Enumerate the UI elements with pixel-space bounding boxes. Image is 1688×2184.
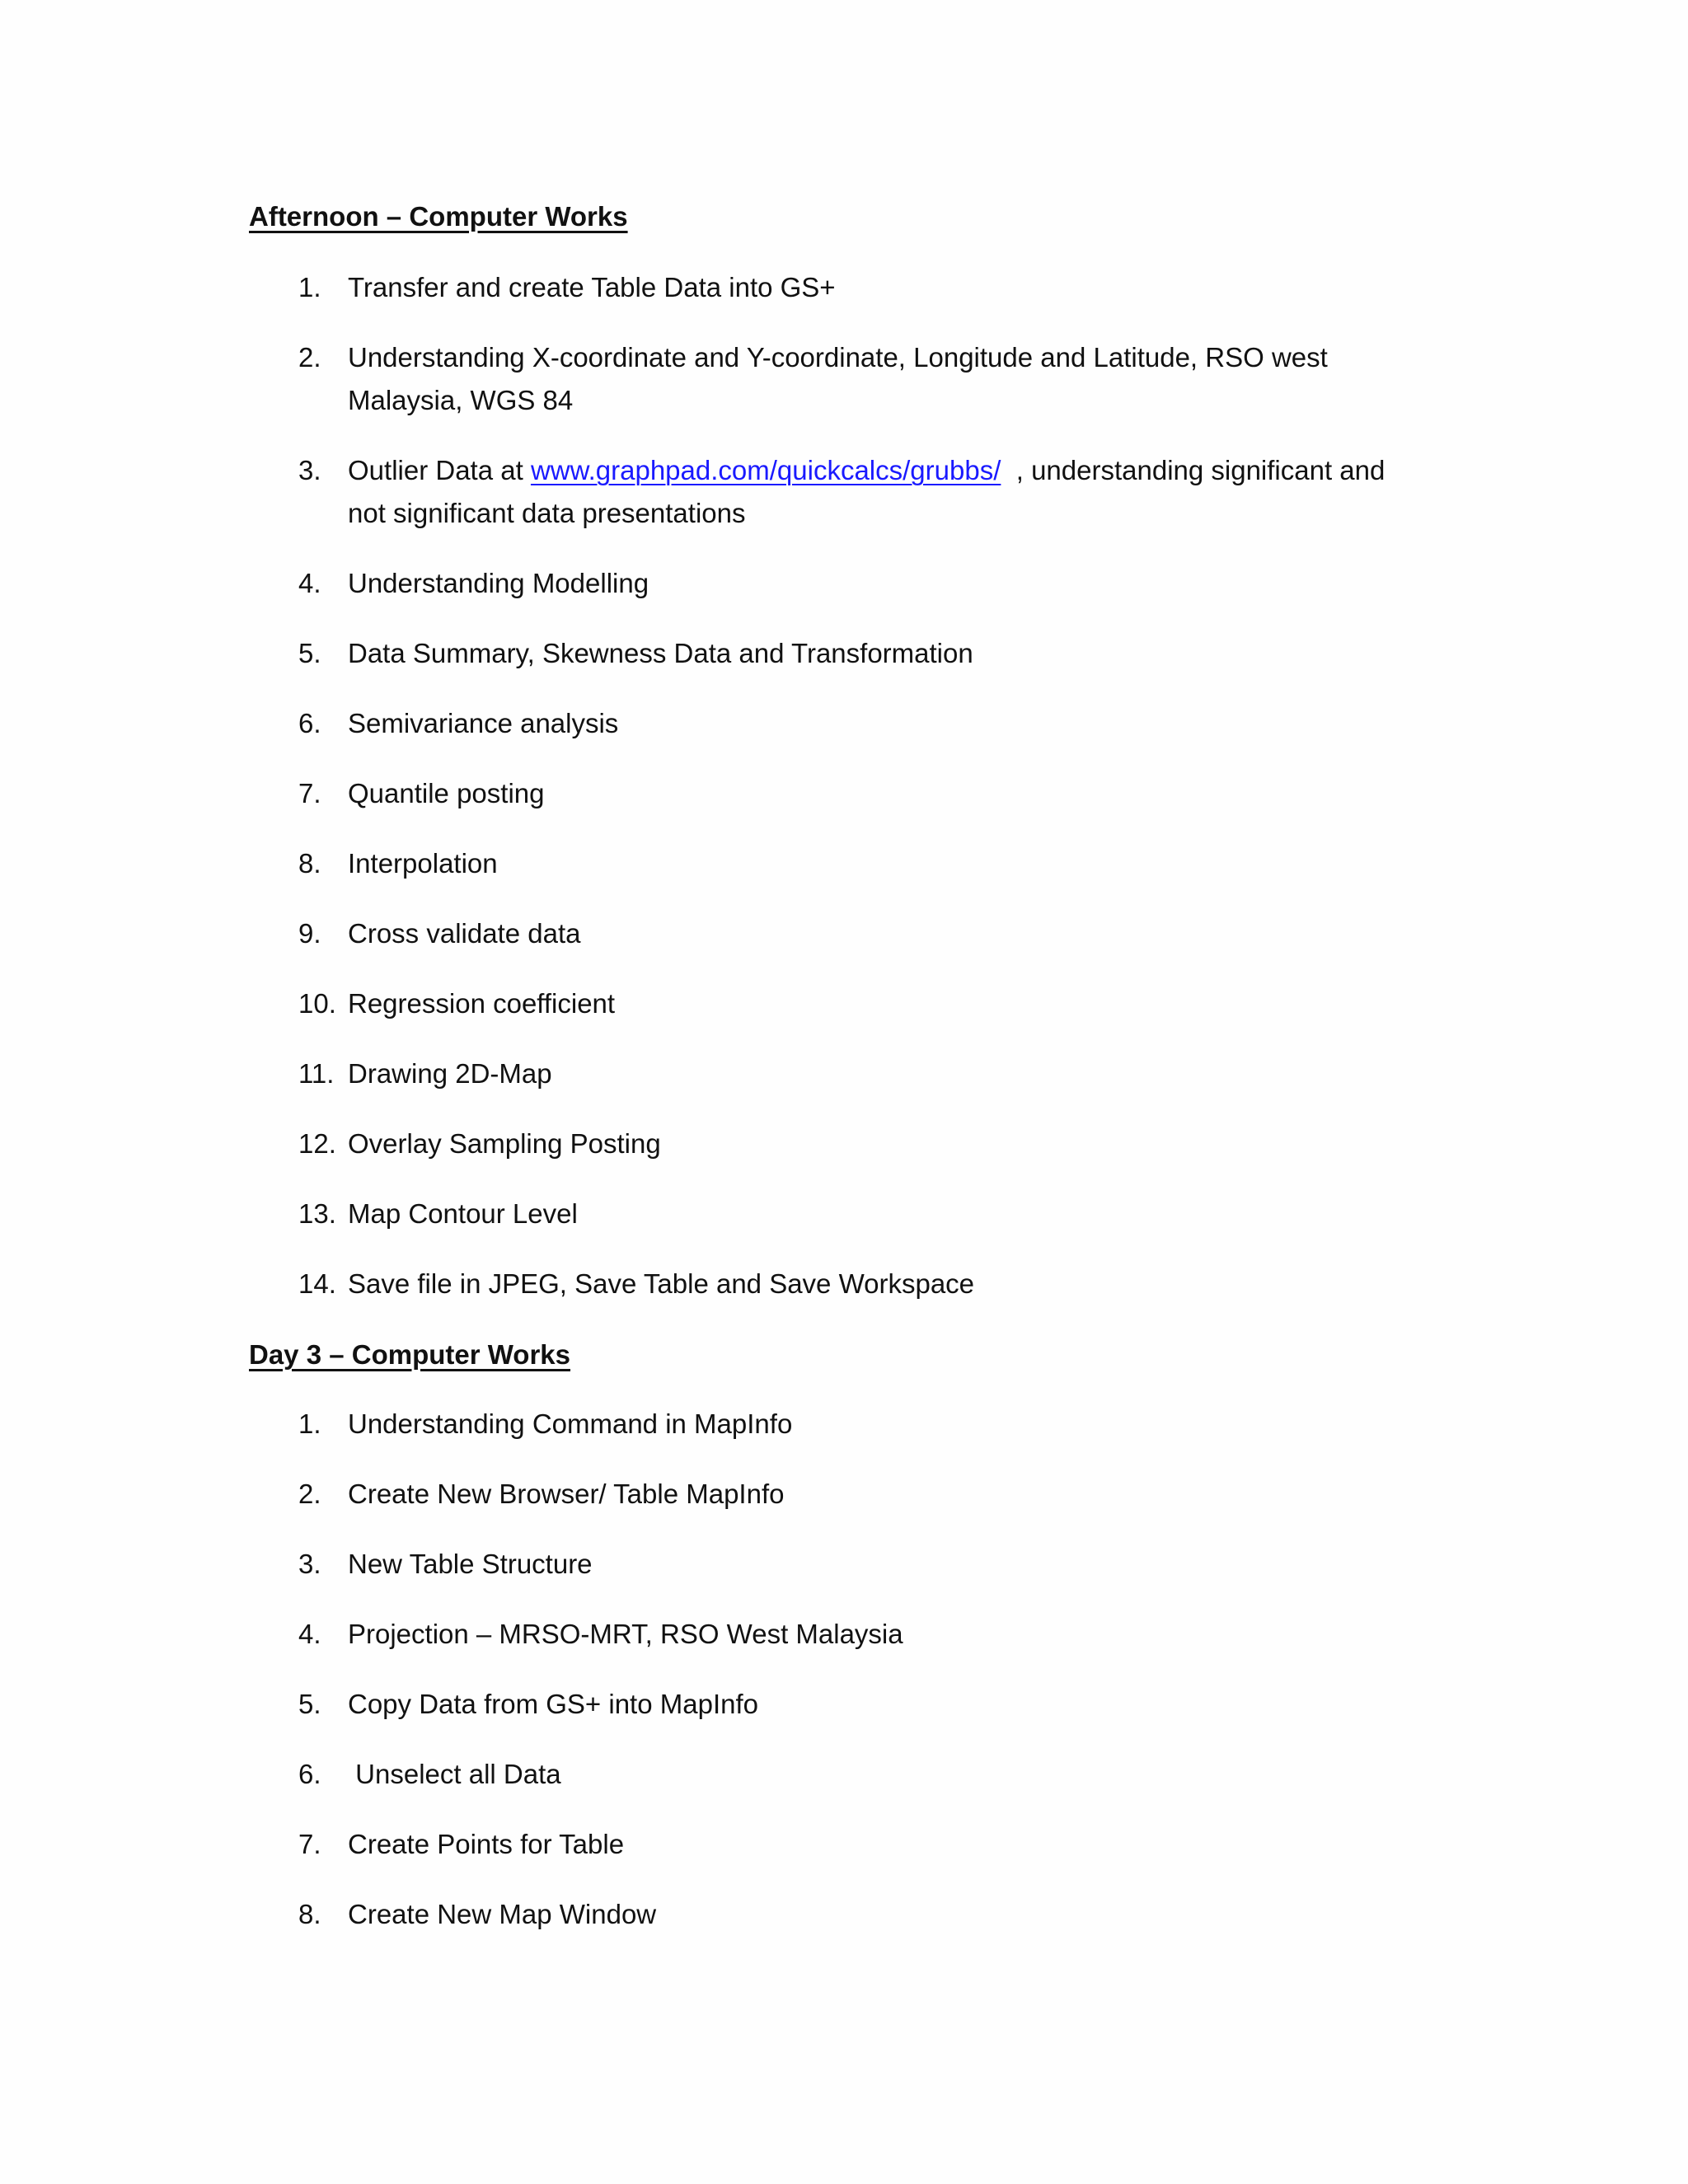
list-text: Understanding Modelling bbox=[348, 568, 649, 598]
list-number: 9. bbox=[298, 918, 321, 949]
list-number: 4. bbox=[298, 1619, 321, 1649]
list-text-line bbox=[348, 449, 1452, 492]
list-number: 1. bbox=[298, 1408, 321, 1439]
list-text: Cross validate data bbox=[348, 918, 581, 949]
list-text-line: not significant data presentations bbox=[348, 498, 746, 528]
list-text: Create Points for Table bbox=[348, 1829, 625, 1859]
list-text-prefix: Outlier Data at bbox=[348, 455, 531, 485]
list-text: Semivariance analysis bbox=[348, 708, 619, 738]
list-number: 3. bbox=[298, 455, 321, 485]
list-number: 12. bbox=[298, 1128, 336, 1159]
list-text: Quantile posting bbox=[348, 778, 545, 808]
list-number: 6. bbox=[298, 708, 321, 738]
list-number: 7. bbox=[298, 1829, 321, 1859]
list-number: 3. bbox=[298, 1549, 321, 1579]
list-number: 6. bbox=[298, 1759, 321, 1789]
list-number: 5. bbox=[298, 638, 321, 668]
list-text: Projection – MRSO-MRT, RSO West Malaysia bbox=[348, 1619, 903, 1649]
list-text-suffix: , understanding significant and bbox=[1001, 455, 1386, 485]
list-text: Save file in JPEG, Save Table and Save Workspace bbox=[348, 1268, 975, 1299]
section-heading-afternoon: Afternoon – Computer Works bbox=[249, 201, 628, 232]
list-text: Interpolation bbox=[348, 848, 498, 879]
list-number: 10. bbox=[298, 988, 336, 1019]
list-text: Data Summary, Skewness Data and Transformation bbox=[348, 638, 973, 668]
list-text: Overlay Sampling Posting bbox=[348, 1128, 661, 1159]
list-number: 11. bbox=[298, 1058, 335, 1089]
list-text-line: Malaysia, WGS 84 bbox=[348, 385, 574, 415]
list-number: 4. bbox=[298, 568, 321, 598]
list-number: 14. bbox=[298, 1268, 336, 1299]
grubbs-link[interactable]: www.graphpad.com/quickcalcs/grubbs/ bbox=[530, 455, 1001, 485]
list-number: 2. bbox=[298, 1479, 321, 1509]
list-number: 5. bbox=[298, 1689, 321, 1719]
list-text: Drawing 2D-Map bbox=[348, 1058, 552, 1089]
list-text: Copy Data from GS+ into MapInfo bbox=[348, 1689, 758, 1719]
list-number: 1. bbox=[298, 272, 321, 302]
list-text bbox=[348, 449, 1452, 535]
list-text: Create New Browser/ Table MapInfo bbox=[348, 1479, 785, 1509]
list-text bbox=[348, 336, 1452, 422]
list-text-line: Understanding X-coordinate and Y-coordinate, Longitude and Latitude, RSO west bbox=[348, 342, 1328, 373]
list-text: Understanding Command in MapInfo bbox=[348, 1408, 793, 1439]
list-number: 13. bbox=[298, 1198, 336, 1229]
list-number: 8. bbox=[298, 1899, 321, 1929]
list-number: 7. bbox=[298, 778, 321, 808]
list-text: Regression coefficient bbox=[348, 988, 616, 1019]
list-text: Map Contour Level bbox=[348, 1198, 578, 1229]
list-text: New Table Structure bbox=[348, 1549, 593, 1579]
list-text: Transfer and create Table Data into GS+ bbox=[348, 272, 836, 302]
list-text: Unselect all Data bbox=[348, 1759, 561, 1789]
list-text: Create New Map Window bbox=[348, 1899, 657, 1929]
section-heading-day3: Day 3 – Computer Works bbox=[249, 1339, 571, 1370]
list-number: 2. bbox=[298, 342, 321, 373]
list-number: 8. bbox=[298, 848, 321, 879]
